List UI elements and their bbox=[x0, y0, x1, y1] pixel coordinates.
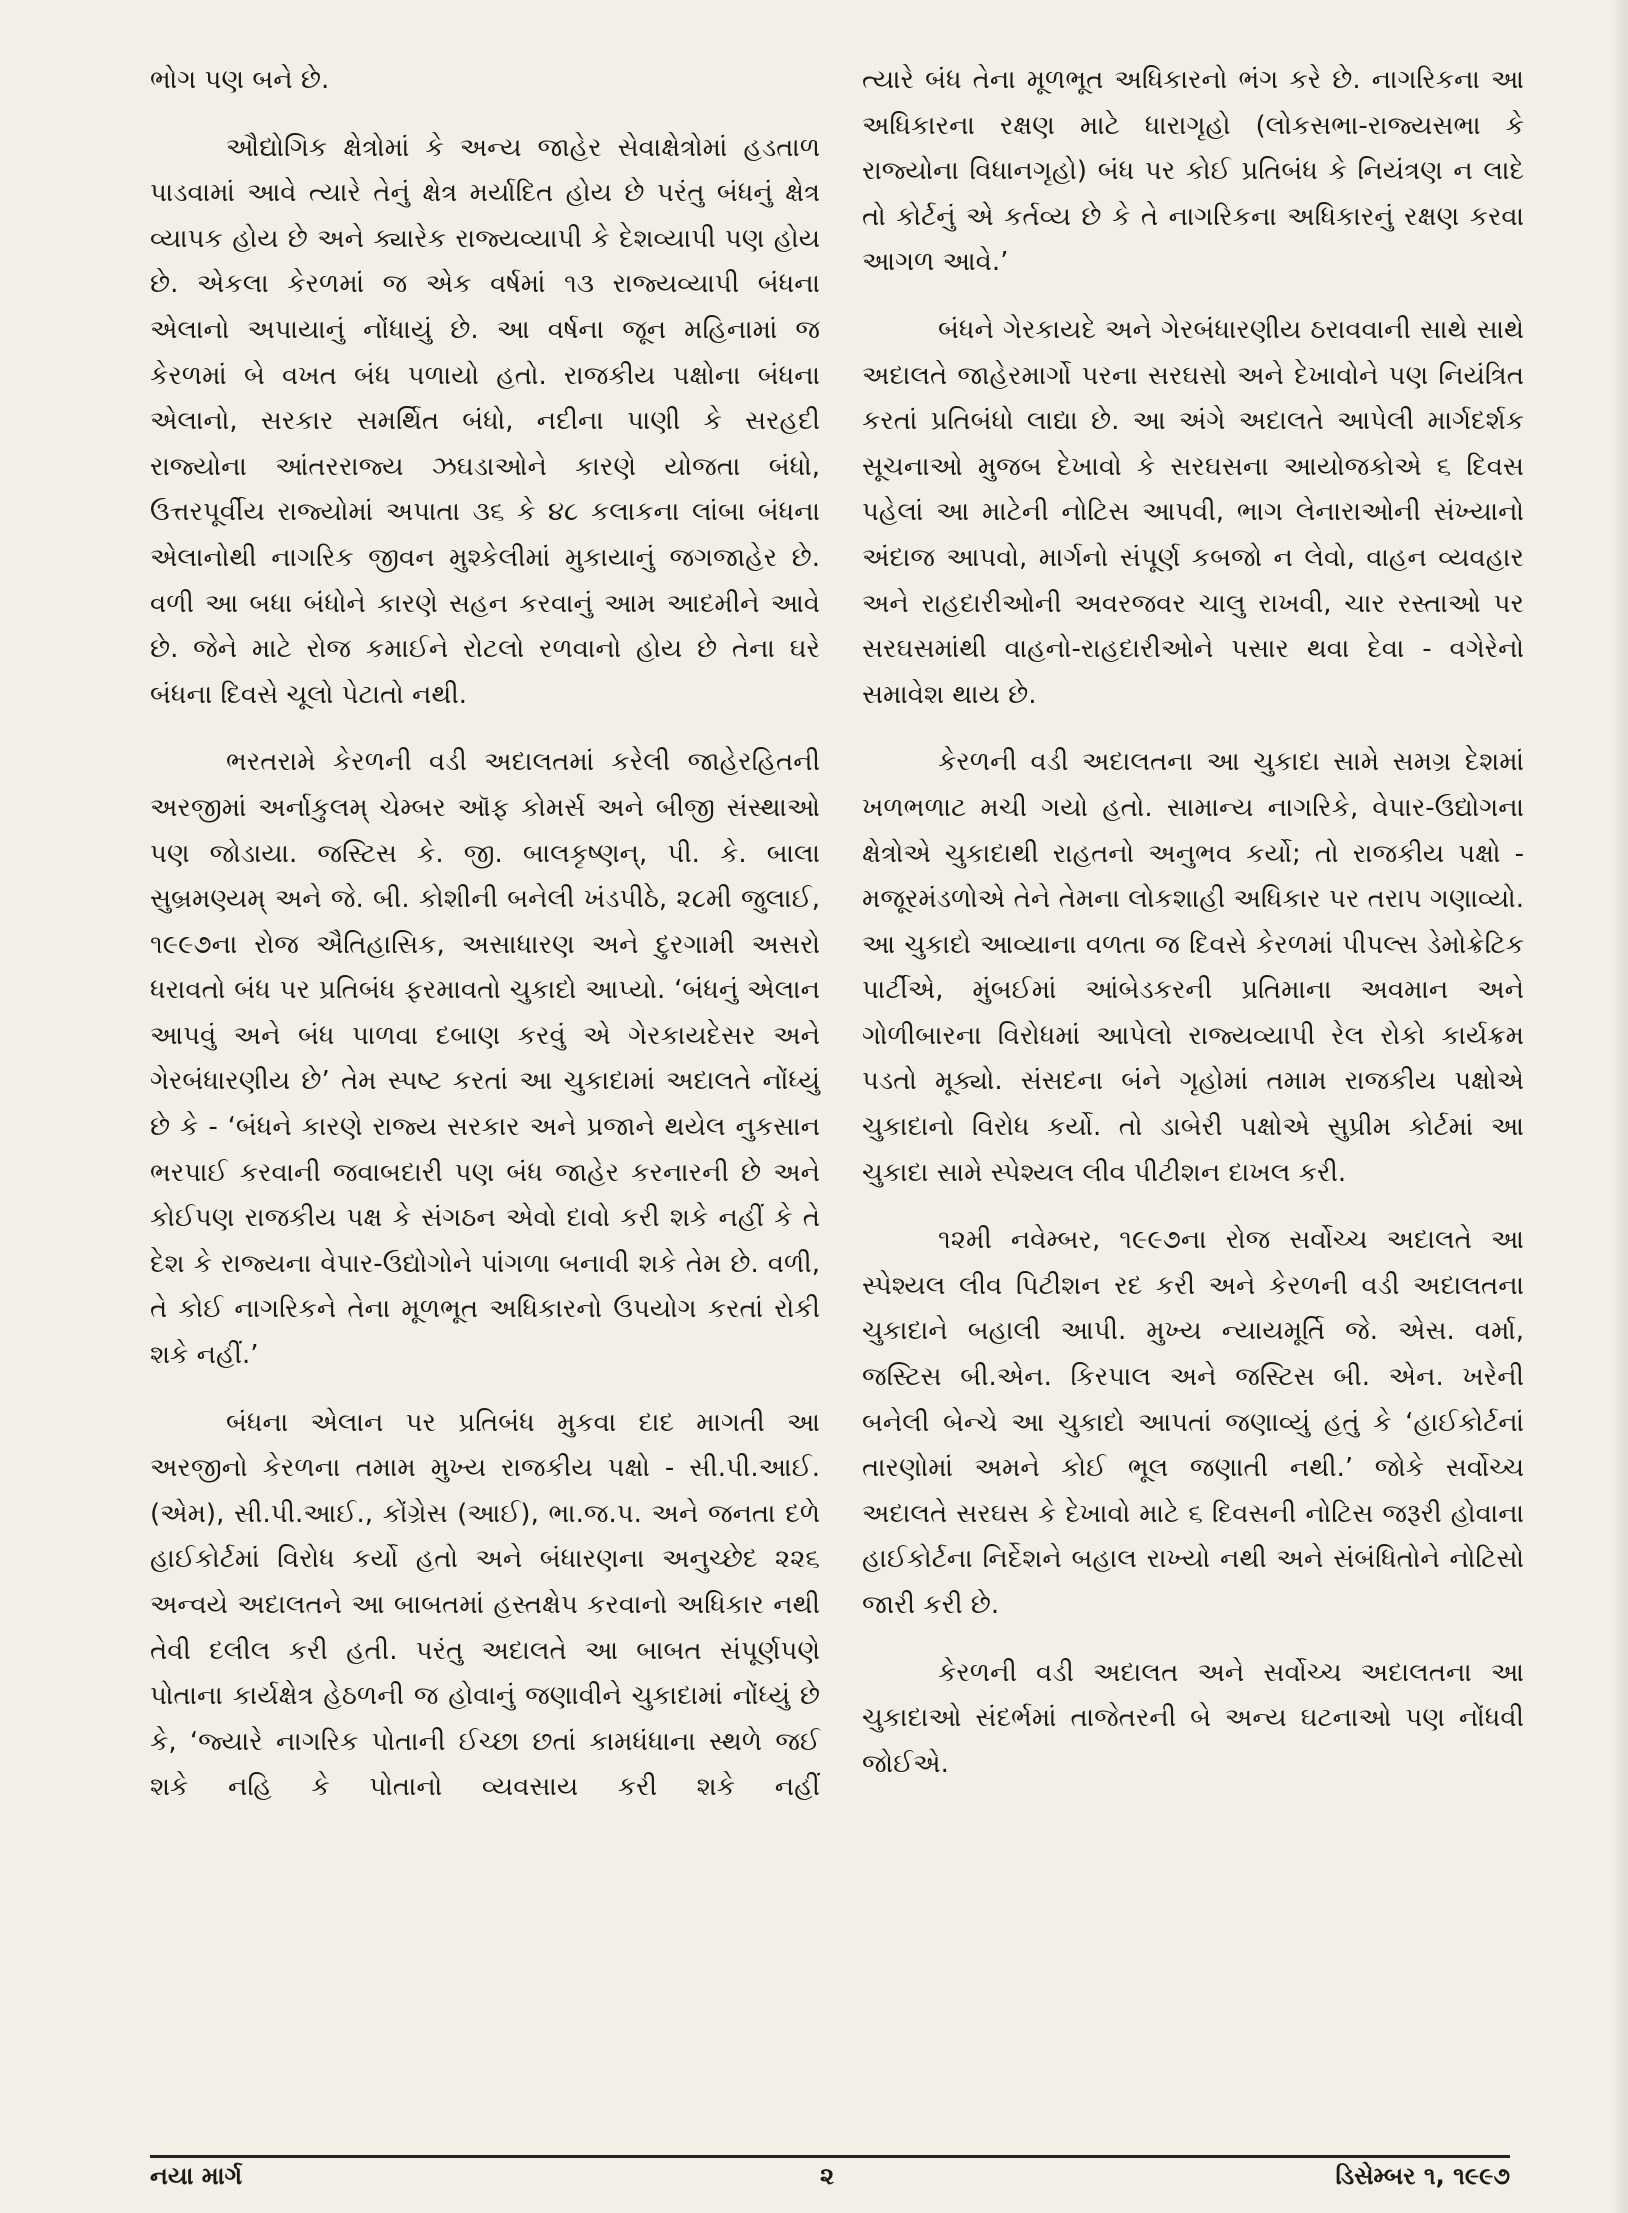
right-column bbox=[862, 58, 1524, 1809]
paragraph: ભરતરામે કેરળની વડી અદાલતમાં કરેલી જાહેરહિતની અરજીમાં અર્નાકુલમ્ ચેમ્બર ઑફ કોમર્સ અને બીજી સંસ્થાઓ પણ જોડાયા. જસ્ટિસ કે. જી. બાલકૃષ્ણન્, પી. કે. બાલા સુબ્રમણ્યમ્ અને જે. બી. કોશીની બનેલી ખંડપીઠે, ૨૮મી જુલાઈ, ૧૯૯૭ના રોજ ઐતિહાસિક, અસાધારણ અને દુરગામી અસરો ધરાવતો બંધ પર પ્રતિબંધ ફરમાવતો ચુકાદો આપ્યો. ‘બંધનું એલાન આપવું અને બંધ પાળવા દબાણ કરવું એ ગેરકાયદેસર અને ગેરબંધારણીય છે’ તેમ સ્પષ્ટ કરતાં આ ચુકાદામાં અદાલતે નોંધ્યું છે કે - ‘બંધને કારણે રાજ્ય સરકાર અને પ્રજાને થયેલ નુકસાન ભરપાઈ કરવાની જવાબદારી પણ બંધ જાહેર કરનારની છે અને કોઈપણ રાજકીય પક્ષ કે સંગઠન એવો દાવો કરી શકે નહીં કે તે દેશ કે રાજ્યના વેપાર-ઉદ્યોગોને પાંગળા બનાવી શકે તેમ છે. વળી, તે કોઈ નાગરિકને તેના મૂળભૂત અધિકારનો ઉપયોગ કરતાં રોકી શકે નહીં.’ bbox=[150, 747, 820, 1371]
issue-date: ડિસેમ્બર ૧, ૧૯૯૭ bbox=[1335, 2162, 1510, 2190]
paragraph: ૧૨મી નવેમ્બર, ૧૯૯૭ના રોજ સર્વોચ્ચ અદાલતે આ સ્પેશ્યલ લીવ પિટીશન રદ કરી અને કેરળની વડી અદાલતના ચુકાદાને બહાલી આપી. મુખ્ય ન્યાયમૂર્તિ જે. એસ. વર્મા, જસ્ટિસ બી.એન. કિરપાલ અને જસ્ટિસ બી. એન. ખરેની બનેલી બેન્ચે આ ચુકાદો આપતાં જણાવ્યું હતું કે ‘હાઈકોર્ટનાં તારણોમાં અમને કોઈ ભૂલ જણાતી નથી.’ જોકે સર્વોચ્ચ અદાલતે સરઘસ કે દેખાવો માટે ૬ દિવસની નોટિસ જરૂરી હોવાના હાઈકોર્ટના નિર્દેશને બહાલ રાખ્યો નથી અને સંબંધિતોને નોટિસો જારી કરી છે. bbox=[862, 1225, 1524, 1620]
paragraph: ત્યારે બંધ તેના મૂળભૂત અધિકારનો ભંગ કરે છે. નાગરિકના આ અધિકારના રક્ષણ માટે ધારાગૃહો (લોકસભા-રાજ્યસભા કે રાજ્યોના વિધાનગૃહો) બંધ પર કોઈ પ્રતિબંધ કે નિયંત્રણ ન લાદે તો કોર્ટનું એ કર્તવ્ય છે કે તે નાગરિકના અધિકારનું રક્ષણ કરવા આગળ આવે.’ bbox=[862, 65, 1524, 278]
paragraph: કેરળની વડી અદાલત અને સર્વોચ્ચ અદાલતના આ ચુકાદાઓ સંદર્ભમાં તાજેતરની બે અન્ય ઘટનાઓ પણ નોંધવી જોઈએ. bbox=[862, 1657, 1524, 1779]
paragraph: બંધને ગેરકાયદે અને ગેરબંધારણીય ઠરાવવાની સાથે સાથે અદાલતે જાહેરમાર્ગો પરના સરઘસો અને દેખાવોને પણ નિયંત્રિત કરતાં પ્રતિબંધો લાદ્યા છે. આ અંગે અદાલતે આપેલી માર્ગદર્શક સૂચનાઓ મુજબ દેખાવો કે સરઘસના આયોજકોએ ૬ દિવસ પહેલાં આ માટેની નોટિસ આપવી, ભાગ લેનારાઓની સંખ્યાનો અંદાજ આપવો, માર્ગનો સંપૂર્ણ કબજો ન લેવો, વાહન વ્યવહાર અને રાહદારીઓની અવરજવર ચાલુ રાખવી, ચાર રસ્તાઓ પર સરઘસમાંથી વાહનો-રાહદારીઓને પસાર થવા દેવા - વગેરેનો સમાવેશ થાય છે. bbox=[862, 314, 1524, 710]
page-footer bbox=[150, 2162, 1510, 2202]
paragraph: ઔદ્યોગિક ક્ષેત્રોમાં કે અન્ય જાહેર સેવાક્ષેત્રોમાં હડતાળ પાડવામાં આવે ત્યારે તેનું ક્ષેત્ર મર્યાદિત હોય છે પરંતુ બંધનું ક્ષેત્ર વ્યાપક હોય છે અને ક્યારેક રાજ્યવ્યાપી કે દેશવ્યાપી પણ હોય છે. એકલા કેરળમાં જ એક વર્ષમાં ૧૩ રાજ્યવ્યાપી બંધના એલાનો અપાયાનું નોંધાયું છે. આ વર્ષના જૂન મહિનામાં જ કેરળમાં બે વખત બંધ પળાયો હતો. રાજકીય પક્ષોના બંધના એલાનો, સરકાર સમર્થિત બંધો, નદીના પાણી કે સરહદી રાજ્યોના આંતરરાજ્ય ઝઘડાઓને કારણે યોજતા બંધો, ઉત્તરપૂર્વીય રાજ્યોમાં અપાતા ૩૬ કે ૪૮ કલાકના લાંબા બંધના એલાનોથી નાગરિક જીવન મુશ્કેલીમાં મુકાયાનું જગજાહેર છે. વળી આ બધા બંધોને કારણે સહન કરવાનું આમ આદમીને આવે છે. જેને માટે રોજ કમાઈને રોટલો રળવાનો હોય છે તેના ઘરે બંધના દિવસે ચૂલો પેટાતો નથી. bbox=[150, 132, 820, 710]
page-edge bbox=[1610, 0, 1628, 2213]
footer-divider bbox=[150, 2155, 1510, 2158]
left-column bbox=[150, 58, 820, 1833]
publication-name: નયા માર્ગ bbox=[150, 2162, 243, 2190]
paragraph: બંધના એલાન પર પ્રતિબંધ મુકવા દાદ માગતી આ અરજીનો કેરળના તમામ મુખ્ય રાજકીય પક્ષો - સી.પી.આઈ. (એમ), સી.પી.આઈ., કોંગ્રેસ (આઈ), ભા.જ.પ. અને જનતા દળે હાઈકોર્ટમાં વિરોધ કર્યો હતો અને બંધારણના અનુચ્છેદ ૨૨૬ અન્વયે અદાલતને આ બાબતમાં હસ્તક્ષેપ કરવાનો અધિકાર નથી તેવી દલીલ કરી હતી. પરંતુ અદાલતે આ બાબત સંપૂર્ણપણે પોતાના કાર્યક્ષેત્ર હેઠળની જ હોવાનું જણાવીને ચુકાદામાં નોંધ્યું છે કે, ‘જ્યારે નાગરિક પોતાની ઈચ્છા છતાં કામધંધાના સ્થળે જઈ શકે નહિ કે પોતાનો વ્યવસાય કરી શકે નહીં bbox=[150, 1407, 820, 1803]
paragraph: ભોગ પણ બને છે. bbox=[150, 65, 330, 95]
page-number: ૨ bbox=[820, 2162, 835, 2190]
paragraph: કેરળની વડી અદાલતના આ ચુકાદા સામે સમગ્ર દેશમાં ખળભળાટ મચી ગયો હતો. સામાન્ય નાગરિકે, વેપાર-ઉદ્યોગના ક્ષેત્રોએ ચુકાદાથી રાહતનો અનુભવ કર્યો; તો રાજકીય પક્ષો - મજૂરમંડળોએ તેને તેમના લોકશાહી અધિકાર પર તરાપ ગણાવ્યો. આ ચુકાદો આવ્યાના વળતા જ દિવસે કેરળમાં પીપલ્સ ડેમોક્રેટિક પાર્ટીએ, મુંબઈમાં આંબેડકરની પ્રતિમાના અવમાન અને ગોળીબારના વિરોધમાં આપેલો રાજ્યવ્યાપી રેલ રોકો કાર્યક્રમ પડતો મૂક્યો. સંસદના બંને ગૃહોમાં તમામ રાજકીય પક્ષોએ ચુકાદાનો વિરોધ કર્યો. તો ડાબેરી પક્ષોએ સુપ્રીમ કોર્ટમાં આ ચુકાદા સામે સ્પેશ્યલ લીવ પીટીશન દાખલ કરી. bbox=[862, 747, 1524, 1188]
